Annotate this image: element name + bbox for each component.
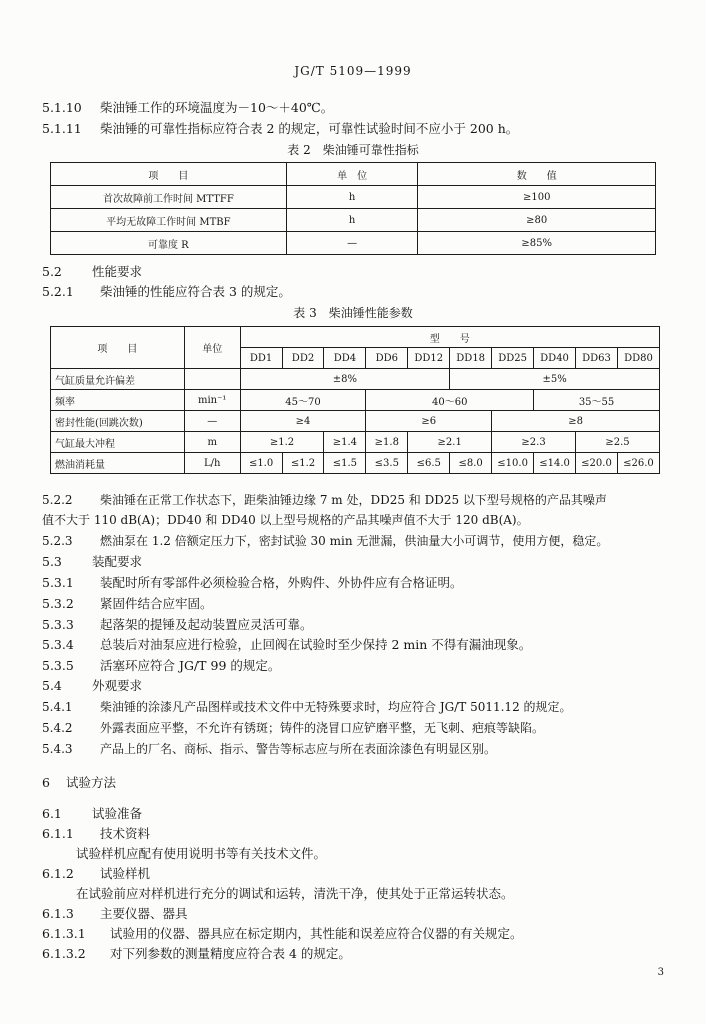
table-cell: ≤1.5 [324, 453, 366, 474]
clause-number: 6.1.3.1 [42, 926, 86, 941]
table-row [51, 369, 660, 390]
table-header-row [51, 163, 656, 186]
section-5-2 [42, 264, 142, 280]
clause-text: 柴油锤工作的环境温度为－10～＋40℃。 [100, 100, 334, 115]
table-cell [184, 369, 240, 390]
model-header: DD40 [534, 348, 576, 369]
table-cell: ≤6.5 [408, 453, 450, 474]
clause-number: 5.1.10 [42, 100, 82, 115]
section-5-3 [42, 554, 142, 570]
table-header: 单 位 [286, 163, 418, 186]
clause-6-1-3-2 [42, 946, 351, 962]
clause-5-4-2 [42, 720, 544, 736]
clause-5-2-2 [42, 492, 607, 508]
table-cell: 45～70 [240, 390, 366, 411]
section-6-1-3 [42, 906, 188, 922]
section-title: 装配要求 [92, 554, 143, 569]
table-cell: ≤26.0 [617, 453, 659, 474]
table-row [51, 232, 656, 255]
section-5-4 [42, 678, 142, 694]
section-title: 外观要求 [92, 678, 143, 693]
clause-number: 5.4.2 [42, 721, 73, 735]
table-cell: 35～55 [534, 390, 660, 411]
page-header: JG/T 5109—1999 [294, 64, 412, 78]
clause-5-2-3 [42, 533, 608, 549]
clause-number: 5.1.11 [42, 121, 82, 136]
model-header: DD63 [576, 348, 618, 369]
table-cell: 平均无故障工作时间 MTBF [51, 209, 287, 232]
clause-5-1-11 [42, 121, 518, 137]
clause-text: 对下列参数的测量精度应符合表 4 的规定。 [110, 946, 351, 961]
clause-5-4-1 [42, 699, 572, 715]
table-cell: 40～60 [366, 390, 534, 411]
section-6 [42, 775, 116, 791]
section-6-1-2-body: 在试验前应对样机进行充分的调试和运转，清洗干净，使其处于正常运转状态。 [76, 886, 514, 901]
clause-number: 5.2.3 [42, 534, 73, 548]
row-label: 气缸最大冲程 [51, 432, 185, 453]
clause-text: 总装后对油泵应进行检验，止回阀在试验时至少保持 2 min 不得有漏油现象。 [100, 637, 532, 652]
section-title: 技术资料 [100, 826, 151, 841]
section-number: 5.4 [42, 678, 62, 693]
clause-text: 产品上的厂名、商标、指示、警告等标志应与所在表面涂漆色有明显区别。 [100, 742, 497, 756]
table-cell: ≥2.3 [492, 432, 576, 453]
section-number: 6 [42, 775, 50, 790]
table-cell: ≥100 [418, 186, 656, 209]
clause-text: 紧固件结合应牢固。 [100, 596, 213, 611]
model-header: DD2 [282, 348, 324, 369]
clause-number: 5.3.2 [42, 596, 74, 611]
row-label: 气缸质量允许偏差 [51, 369, 185, 390]
clause-text: 试验用的仪器、器具应在标定期内，其性能和误差应符合仪器的有关规定。 [110, 926, 523, 941]
table-row [51, 186, 656, 209]
clause-6-1-3-1 [42, 926, 523, 942]
table-cell: ≥1.2 [240, 432, 324, 453]
section-title: 试验样机 [100, 866, 151, 881]
table-cell: ≥6 [366, 411, 492, 432]
table-header: 型 号 [240, 327, 659, 348]
table2-caption: 表 2 柴油锤可靠性指标 [287, 143, 419, 157]
clause-5-2-2-cont: 值不大于 110 dB(A)；DD40 和 DD40 以上型号规格的产品其噪声值不大于 120 dB(A)。 [42, 513, 529, 527]
table-cell: ≤20.0 [576, 453, 618, 474]
clause-number: 5.4.1 [42, 700, 73, 714]
row-label: 密封性能(回跳次数) [51, 411, 185, 432]
clause-5-3-1 [42, 575, 463, 591]
table3-caption: 表 3 柴油锤性能参数 [293, 306, 413, 320]
clause-number: 5.3.4 [42, 637, 74, 652]
clause-5-3-5 [42, 658, 280, 674]
table-cell: ≥1.8 [366, 432, 408, 453]
clause-number: 6.1.3.2 [42, 946, 86, 961]
table-cell: ≤14.0 [534, 453, 576, 474]
model-header: DD80 [617, 348, 659, 369]
clause-text: 起落架的提锤及起动装置应灵活可靠。 [100, 617, 313, 632]
table-cell: ≥4 [240, 411, 366, 432]
clause-5-3-4 [42, 637, 531, 653]
table-header: 项 目 [51, 163, 287, 186]
model-header: DD6 [366, 348, 408, 369]
table-cell: ≥85% [418, 232, 656, 255]
section-number: 6.1 [42, 806, 62, 821]
table-cell: h [286, 186, 418, 209]
clause-number: 5.3.5 [42, 658, 74, 673]
clause-number: 5.4.3 [42, 742, 73, 756]
clause-text: 柴油锤的涂漆凡产品图样或技术文件中无特殊要求时，均应符合 JG/T 5011.12 的规定。 [100, 700, 572, 714]
section-number: 5.2 [42, 264, 62, 279]
table-cell: ≥8 [492, 411, 660, 432]
table-cell: ≤8.0 [450, 453, 492, 474]
table-cell: 可靠度 R [51, 232, 287, 255]
table-cell: ≤1.2 [282, 453, 324, 474]
table-cell: L/h [184, 453, 240, 474]
section-6-1-1 [42, 826, 150, 842]
table-cell: ≤10.0 [492, 453, 534, 474]
row-label: 频率 [51, 390, 185, 411]
clause-text: 柴油锤的可靠性指标应符合表 2 的规定，可靠性试验时间不应小于 200 h。 [100, 121, 519, 136]
section-number: 6.1.1 [42, 826, 74, 841]
table-cell: ±5% [450, 369, 660, 390]
section-title: 试验方法 [66, 775, 117, 790]
section-number: 6.1.3 [42, 906, 74, 921]
table-cell: ≤3.5 [366, 453, 408, 474]
section-title: 试验准备 [92, 806, 143, 821]
section-title: 主要仪器、器具 [100, 906, 188, 921]
table-row [51, 209, 656, 232]
table-header: 单位 [184, 327, 240, 369]
clause-5-2-1 [42, 284, 291, 300]
clause-text: 燃油泵在 1.2 倍额定压力下，密封试验 30 min 无泄漏，供油量大小可调节，使用方便，稳定。 [100, 534, 609, 548]
section-6-1 [42, 806, 142, 822]
section-6-1-1-body: 试验样机应配有使用说明书等有关技术文件。 [76, 846, 327, 861]
clause-5-1-10 [42, 100, 333, 116]
clause-number: 5.3.3 [42, 617, 74, 632]
table-cell: 首次故障前工作时间 MTTFF [51, 186, 287, 209]
table-row [51, 390, 660, 411]
clause-text: 外露表面应平整，不允许有锈斑；铸件的浇冒口应铲磨平整，无飞刺、疤痕等缺陷。 [100, 721, 545, 735]
table2 [50, 162, 656, 255]
clause-text: 装配时所有零部件必须检验合格，外购件、外协件应有合格证明。 [100, 575, 463, 590]
page-number: 3 [657, 967, 664, 978]
clause-number: 5.2.1 [42, 284, 74, 299]
table-row [51, 432, 660, 453]
table-cell: — [286, 232, 418, 255]
table-cell: m [184, 432, 240, 453]
clause-text: 活塞环应符合 JG/T 99 的规定。 [100, 658, 281, 673]
model-header: DD12 [408, 348, 450, 369]
row-label: 燃油消耗量 [51, 453, 185, 474]
model-header: DD4 [324, 348, 366, 369]
table-row [51, 453, 660, 474]
clause-number: 5.2.2 [42, 493, 73, 507]
table3 [50, 326, 660, 474]
table-cell: ≥2.5 [576, 432, 660, 453]
table-cell: — [184, 411, 240, 432]
table-cell: min⁻¹ [184, 390, 240, 411]
model-header: DD1 [240, 348, 282, 369]
model-header: DD18 [450, 348, 492, 369]
clause-5-4-3 [42, 741, 496, 757]
section-6-1-2 [42, 866, 150, 882]
table-cell: ≥1.4 [324, 432, 366, 453]
model-header: DD25 [492, 348, 534, 369]
section-number: 5.3 [42, 554, 62, 569]
table-cell: ≤1.0 [240, 453, 282, 474]
table-header: 项 目 [51, 327, 185, 369]
section-title: 性能要求 [92, 264, 143, 279]
clause-text: 柴油锤在正常工作状态下，距柴油锤边缘 7 m 处，DD25 和 DD25 以下型号规格的产品其噪声 [100, 493, 607, 507]
table-cell: ≥2.1 [408, 432, 492, 453]
clause-number: 5.3.1 [42, 575, 74, 590]
table-cell: ≥80 [418, 209, 656, 232]
clause-5-3-3 [42, 617, 313, 633]
table-header-row [51, 327, 660, 348]
table-row [51, 411, 660, 432]
clause-5-3-2 [42, 596, 213, 612]
clause-text: 柴油锤的性能应符合表 3 的规定。 [100, 284, 291, 299]
table-cell: ±8% [240, 369, 450, 390]
table-cell: h [286, 209, 418, 232]
table-header: 数 值 [418, 163, 656, 186]
section-number: 6.1.2 [42, 866, 74, 881]
